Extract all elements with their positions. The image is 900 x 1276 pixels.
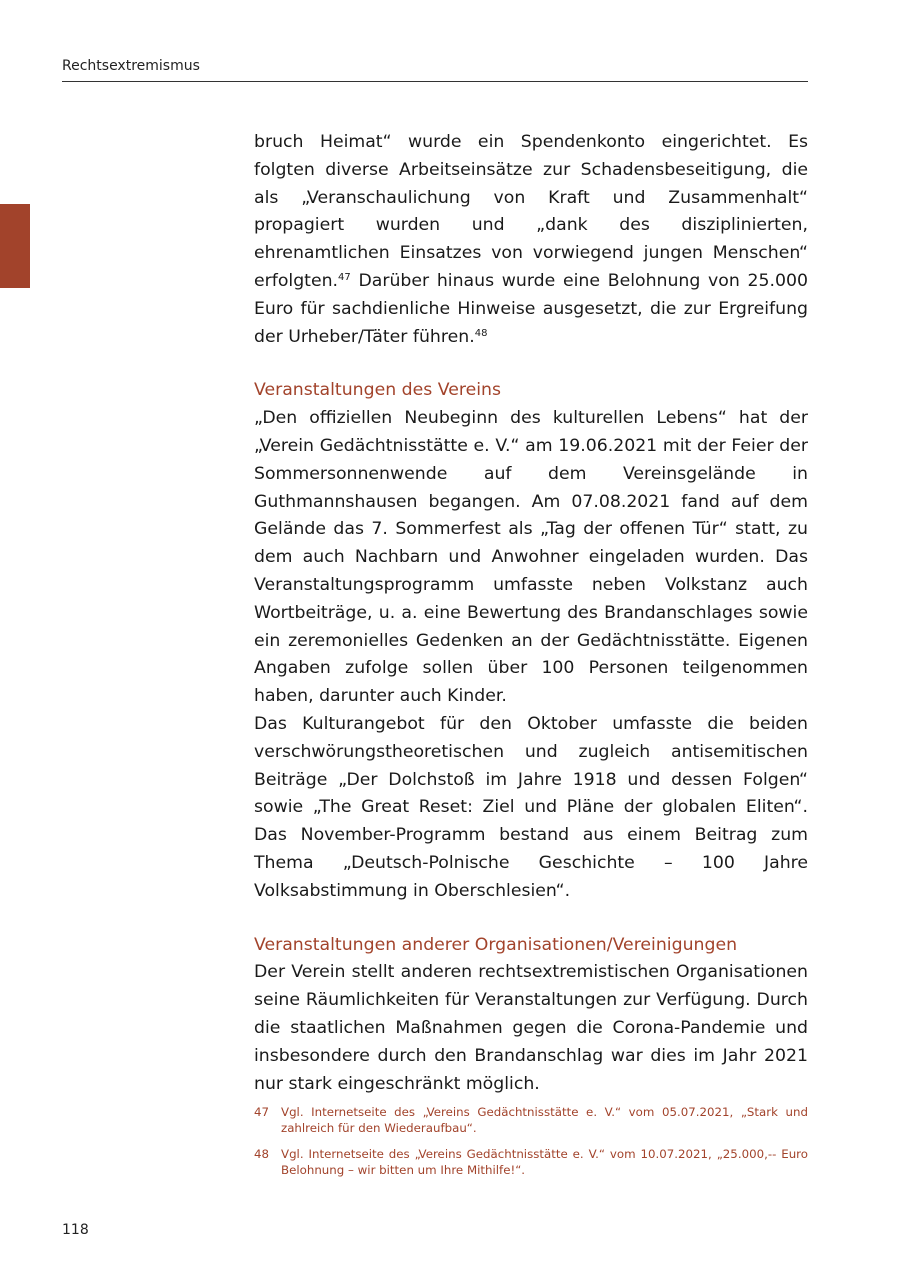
section1-paragraph-1: „Den offiziellen Neubeginn des kulturellen Lebens“ hat der „Verein Gedächtnisstätte e. V.“ am 19.06.2021 mit der Feier der Sommersonnenwende auf dem Vereinsgelände in Guthmannshausen begangen. Am 07.08.2021 fand auf dem Gelände das 7. Sommerfest als „Tag der offenen Tür“ statt, zu dem auch Nachbarn und Anwohner eingeladen wurden. Das Veranstaltungsprogramm umfasste neben Volkstanz auch Wortbeiträge, u. a. eine Bewertung des Brandanschlages sowie ein zeremonielles Gedenken an der Gedächtnisstätte. Eigenen Angaben zufolge sollen über 100 Personen teilgenommen haben, darunter auch Kinder. — [254, 408, 808, 707]
footnote-47 — [254, 1104, 808, 1136]
intro-paragraph — [254, 129, 808, 351]
footnote-ref-48[interactable]: 48 — [474, 327, 488, 339]
footnote-ref-47[interactable]: 47 — [338, 271, 351, 283]
main-text-column — [254, 129, 808, 1098]
footnote-number: 48 — [254, 1147, 270, 1161]
intro-text-continued: Darüber hinaus wurde eine Belohnung von 25.000 Euro für sachdienliche Hinweise ausgesetzt, die zur Ergreifung der Urheber/Täter führen. — [254, 270, 808, 347]
running-title: Rechtsextremismus — [62, 58, 200, 74]
footnotes — [254, 1104, 808, 1188]
header-rule — [62, 81, 808, 82]
section-heading-vereins: Veranstaltungen des Vereins — [254, 380, 501, 401]
footnote-number: 47 — [254, 1105, 270, 1119]
footnote-text: Vgl. Internetseite des „Vereins Gedächtnisstätte e. V.“ vom 05.07.2021, „Stark und zahlreich für den Wiederaufbau“. — [281, 1105, 808, 1135]
footnote-48 — [254, 1146, 808, 1178]
section1-paragraph-2: Das Kulturangebot für den Oktober umfasste die beiden verschwörungstheoretischen und zugleich antisemitischen Beiträge „Der Dolchstoß im Jahre 1918 und dessen Folgen“ sowie „The Great Reset: Ziel und Pläne der globalen Eliten“. Das November-Programm bestand aus einem Beitrag zum Thema „Deutsch-Polnische Geschichte – 100 Jahre Volksabstimmung in Oberschlesien“. — [254, 713, 808, 901]
page-number: 118 — [62, 1222, 89, 1238]
section-heading-andere-organisationen: Veranstaltungen anderer Organisationen/Vereinigungen — [254, 934, 738, 955]
footnote-text: Vgl. Internetseite des „Vereins Gedächtnisstätte e. V.“ vom 10.07.2021, „25.000,-- Euro Belohnung – wir bitten um Ihre Mithilfe!“. — [281, 1147, 808, 1177]
intro-text: bruch Heimat“ wurde ein Spendenkonto eingerichtet. Es folgten diverse Arbeitseinsätze zur Schadensbeseitigung, die als „Veranschaulichung von Kraft und Zusammenhalt“ propagiert wurden und „dank des disziplinierten, ehrenamtlichen Einsatzes von vorwiegend jungen Menschen“ erfolgten. — [254, 132, 808, 291]
chapter-side-tab — [0, 204, 30, 288]
section2-paragraph-1: Der Verein stellt anderen rechtsextremistischen Organisationen seine Räumlichkeiten für Veranstaltungen zur Verfügung. Durch die staatlichen Maßnahmen gegen die Corona-Pandemie und insbesondere durch den Brandanschlag war dies im Jahr 2021 nur stark eingeschränkt möglich. — [254, 962, 808, 1094]
